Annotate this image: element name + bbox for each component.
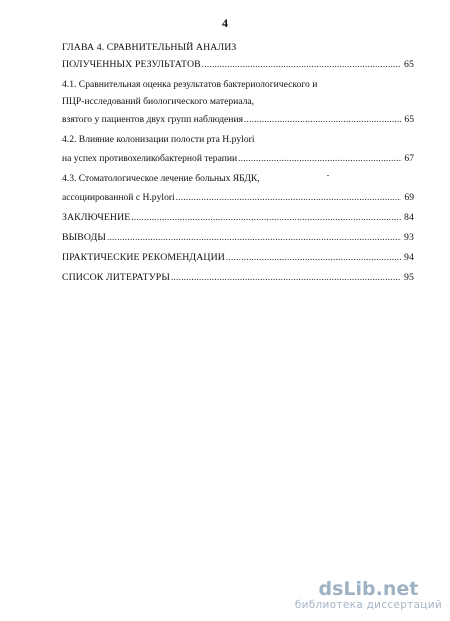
toc-entry	[62, 79, 414, 91]
toc-leader-dots	[107, 231, 401, 243]
toc-entry	[62, 152, 414, 165]
toc-leader-dots	[176, 191, 401, 203]
toc-entry	[62, 42, 414, 54]
toc-leader-dots	[244, 113, 401, 125]
toc-entry-page: 67	[404, 153, 414, 164]
toc-entry-page: 84	[404, 212, 414, 223]
toc-entry	[62, 113, 414, 126]
toc-entry	[62, 173, 414, 185]
toc-entry	[62, 58, 414, 71]
toc-entry	[62, 191, 414, 204]
toc-leader-dots	[226, 251, 401, 263]
toc-entry-text: 4.3. Стоматологическое лечение больных ЯБДК,	[62, 173, 260, 184]
page-number: 4	[222, 16, 228, 30]
toc-entry-text: ЗАКЛЮЧЕНИЕ	[62, 212, 131, 223]
toc-entry-page: 69	[404, 192, 414, 203]
watermark	[295, 579, 442, 611]
toc-entry	[62, 134, 414, 146]
toc-entry-text: 4.2. Влияние колонизации полости рта H.pylori	[62, 134, 255, 145]
toc-entry-text: СПИСОК ЛИТЕРАТУРЫ	[62, 272, 170, 283]
toc-entry-text: на успех противохеликобактерной терапии	[62, 153, 238, 164]
table-of-contents	[62, 42, 414, 284]
toc-entry	[62, 231, 414, 244]
toc-entry-text: ПОЛУЧЕННЫХ РЕЗУЛЬТАТОВ	[62, 59, 201, 70]
toc-entry	[62, 251, 414, 264]
toc-entry	[62, 211, 414, 224]
toc-leader-dots	[202, 58, 401, 70]
toc-leader-dots	[238, 152, 401, 164]
toc-entry	[62, 96, 414, 108]
toc-entry-page: 93	[404, 232, 414, 243]
toc-entry-text: ВЫВОДЫ	[62, 232, 107, 243]
watermark-title: dsLib.net	[318, 578, 419, 600]
toc-leader-dots	[171, 271, 401, 283]
toc-entry-text: взятого у пациентов двух групп наблюдения	[62, 114, 243, 125]
toc-entry	[62, 271, 414, 284]
toc-entry-page: 65	[404, 114, 414, 125]
toc-entry-page: 65	[404, 59, 414, 70]
toc-entry-text: ГЛАВА 4. СРАВНИТЕЛЬНЫЙ АНАЛИЗ	[62, 42, 237, 53]
toc-entry-text: 4.1. Сравнительная оценка результатов бактериологического и	[62, 79, 318, 90]
scan-speck	[327, 175, 329, 176]
toc-entry-text: ПЦР-исследований биологического материала,	[62, 96, 255, 107]
toc-entry-page: 94	[404, 252, 414, 263]
toc-entry-text: ассоциированной с H.pylori	[62, 192, 175, 203]
toc-entry-text: ПРАКТИЧЕСКИЕ РЕКОМЕНДАЦИИ	[62, 252, 225, 263]
watermark-subtitle: библиотека диссертаций	[294, 599, 442, 611]
toc-leader-dots	[131, 211, 401, 223]
toc-entry-page: 95	[404, 272, 414, 283]
